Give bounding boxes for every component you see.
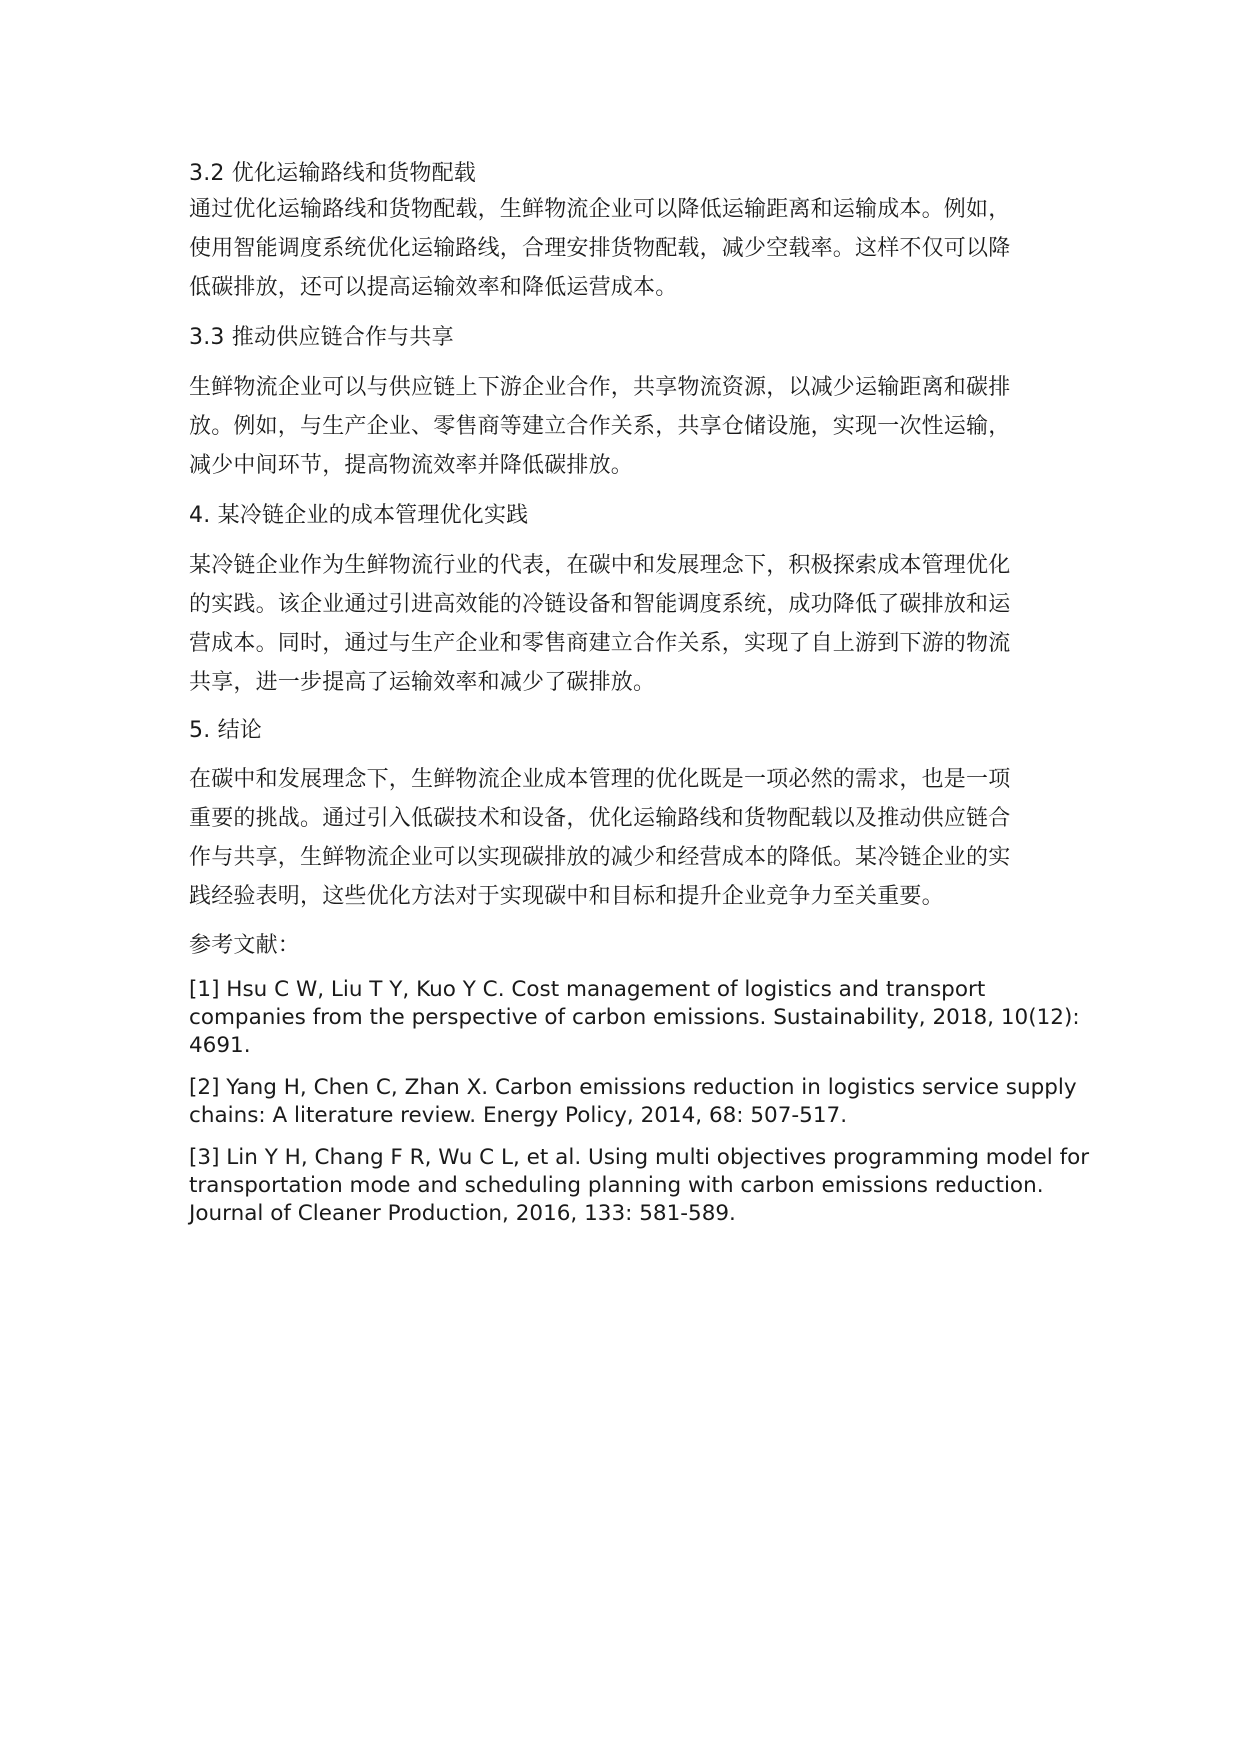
heading-text: 4. 某冷链企业的成本管理优化实践 bbox=[189, 503, 529, 528]
references-heading bbox=[189, 926, 1049, 965]
reference-item-2 bbox=[189, 1074, 1077, 1130]
paragraph-line: 减少中间环节，提高物流效率并降低碳排放。 bbox=[189, 453, 634, 478]
reference-line: [2] Yang H, Chen C, Zhan X. Carbon emissions reduction in logistics service supply bbox=[189, 1075, 1077, 1100]
paragraph-line: 低碳排放，还可以提高运输效率和降低运营成本。 bbox=[189, 275, 678, 300]
section-heading-4 bbox=[189, 496, 1049, 535]
section-heading-3-2 bbox=[189, 154, 1049, 193]
paragraph-line: 共享，进一步提高了运输效率和减少了碳排放。 bbox=[189, 670, 656, 695]
paragraph-3-2 bbox=[189, 190, 1049, 307]
paragraph-line: 的实践。该企业通过引进高效能的冷链设备和智能调度系统，成功降低了碳排放和运 bbox=[189, 592, 1011, 617]
section-heading-5 bbox=[189, 711, 1049, 750]
reference-line: transportation mode and scheduling planning with carbon emissions reduction. bbox=[189, 1173, 1044, 1198]
heading-text: 参考文献： bbox=[189, 933, 301, 958]
paragraph-line: 某冷链企业作为生鲜物流行业的代表，在碳中和发展理念下，积极探索成本管理优化 bbox=[189, 553, 1011, 578]
heading-text: 5. 结论 bbox=[189, 718, 262, 743]
reference-line: [3] Lin Y H, Chang F R, Wu C L, et al. Using multi objectives programming model for bbox=[189, 1145, 1090, 1170]
paragraph-4 bbox=[189, 546, 1049, 702]
paragraph-line: 生鲜物流企业可以与供应链上下游企业合作，共享物流资源，以减少运输距离和碳排 bbox=[189, 375, 1011, 400]
reference-line: [1] Hsu C W, Liu T Y, Kuo Y C. Cost management of logistics and transport bbox=[189, 977, 986, 1002]
reference-line: companies from the perspective of carbon emissions. Sustainability, 2018, 10(12): bbox=[189, 1005, 1080, 1030]
paragraph-5 bbox=[189, 760, 1049, 916]
paragraph-line: 营成本。同时，通过与生产企业和零售商建立合作关系，实现了自上游到下游的物流 bbox=[189, 631, 1011, 656]
paragraph-line: 在碳中和发展理念下，生鲜物流企业成本管理的优化既是一项必然的需求，也是一项 bbox=[189, 767, 1011, 792]
paragraph-line: 通过优化运输路线和货物配载，生鲜物流企业可以降低运输距离和运输成本。例如， bbox=[189, 197, 1011, 222]
reference-item-1 bbox=[189, 976, 1080, 1060]
heading-text: 3.3 推动供应链合作与共享 bbox=[189, 325, 454, 350]
paragraph-line: 放。例如，与生产企业、零售商等建立合作关系，共享仓储设施，实现一次性运输， bbox=[189, 414, 1011, 439]
reference-line: 4691. bbox=[189, 1033, 251, 1058]
reference-line: chains: A literature review. Energy Policy, 2014, 68: 507-517. bbox=[189, 1103, 848, 1128]
paragraph-3-3 bbox=[189, 368, 1049, 485]
paragraph-line: 使用智能调度系统优化运输路线，合理安排货物配载，减少空载率。这样不仅可以降 bbox=[189, 236, 1011, 261]
reference-item-3 bbox=[189, 1144, 1090, 1228]
section-heading-3-3 bbox=[189, 318, 1049, 357]
paragraph-line: 作与共享，生鲜物流企业可以实现碳排放的减少和经营成本的降低。某冷链企业的实 bbox=[189, 845, 1011, 870]
paragraph-line: 践经验表明，这些优化方法对于实现碳中和目标和提升企业竞争力至关重要。 bbox=[189, 884, 944, 909]
reference-line: Journal of Cleaner Production, 2016, 133: 581-589. bbox=[189, 1201, 736, 1226]
heading-text: 3.2 优化运输路线和货物配载 bbox=[189, 161, 476, 186]
paragraph-line: 重要的挑战。通过引入低碳技术和设备，优化运输路线和货物配载以及推动供应链合 bbox=[189, 806, 1011, 831]
